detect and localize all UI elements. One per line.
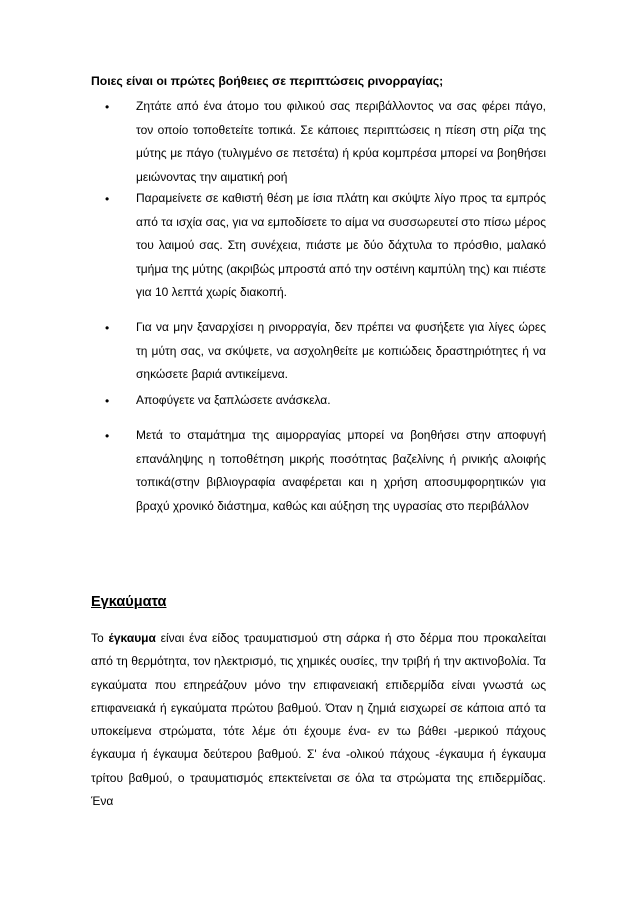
bold-term: έγκαυμα xyxy=(108,631,156,645)
list-item-text: Αποφύγετε να ξαπλώσετε ανάσκελα. xyxy=(136,393,331,407)
bullet-marker: • xyxy=(105,100,110,114)
list-item-text: Για να μην ξαναρχίσει η ρινορραγία, δεν πρέπει να φυσήξετε για λίγες ώρες τη μύτη σας, να σκύψετε, να ασχοληθείτε με κοπιώδεις δραστηριότητες ή να σηκώσετε βαριά αντικείμενα. xyxy=(136,320,546,382)
burns-paragraph xyxy=(91,627,546,813)
section-title-burns: Εγκαύματα xyxy=(91,594,167,610)
intro-prefix: Το xyxy=(91,631,104,645)
bullet-marker: • xyxy=(105,394,110,408)
question-heading: Ποιες είναι οι πρώτες βοήθειες σε περιπτώσεις ρινορραγίας; xyxy=(91,74,444,88)
list-item-text: Ζητάτε από ένα άτομο του φιλικού σας περιβάλλοντος να σας φέρει πάγο, τον οποίο τοποθετείτε τοπικά. Σε κάποιες περιπτώσεις η πίεση στη ρίζα της μύτης με πάγο (τυλιγμένο σε πετσέτα) ή κρύα κομπρέσα μπορεί να βοηθήσει μειώνοντας την αιματική ροή xyxy=(136,99,546,184)
paragraph-body: είναι ένα είδος τραυματισμού στη σάρκα ή στο δέρμα που προκαλείται από τη θερμότητα, τον ηλεκτρισμό, τις χημικές ουσίες, την τριβή ή την ακτινοβολία. Τα εγκαύματα που επηρεάζουν μόνο την επιφανειακή επιδερμίδα είναι γνωστά ως επιφανειακά ή εγκαύματα πρώτου βαθμού. Όταν η ζημιά εισχωρεί σε κάποια από τα υποκείμενα στρώματα, τότε λέμε ότι έχουμε ένα- εν τω βάθει -μερικού πάχους έγκαυμα ή έγκαυμα δεύτερου βαθμού. Σ' ένα -ολικού πάχους -έγκαυμα ή έγκαυμα τρίτου βαθμού, ο τραυματισμός επεκτείνεται σε όλα τα στρώματα της επιδερμίδας. Ένα xyxy=(91,631,546,809)
bullet-marker: • xyxy=(105,429,110,443)
bullet-marker: • xyxy=(105,321,110,335)
list-item-text: Μετά το σταμάτημα της αιμορραγίας μπορεί να βοηθήσει στην αποφυγή επανάληψης η τοποθέτηση μικρής ποσότητας βαζελίνης ή ρινικής αλοιφής τοπικά(στην βιβλιογραφία αναφέρεται και η χρήση αποσυμφορητικών για βραχύ χρονικό διάστημα, καθώς και αύξηση της υγρασίας στο περιβάλλον xyxy=(136,428,546,513)
list-item-text: Παραμείνετε σε καθιστή θέση με ίσια πλάτη και σκύψτε λίγο προς τα εμπρός από τα ισχία σας, για να εμποδίσετε το αίμα να συσσωρευτεί στο πίσω μέρος του λαιμού σας. Στη συνέχεια, πιάστε με δύο δάχτυλα το πρόσθιο, μαλακό τμήμα της μύτης (ακριβώς μπροστά από την οστέινη καμπύλη της) και πιέστε για 10 λεπτά χωρίς διακοπή. xyxy=(136,191,546,300)
bullet-marker: • xyxy=(105,192,110,206)
